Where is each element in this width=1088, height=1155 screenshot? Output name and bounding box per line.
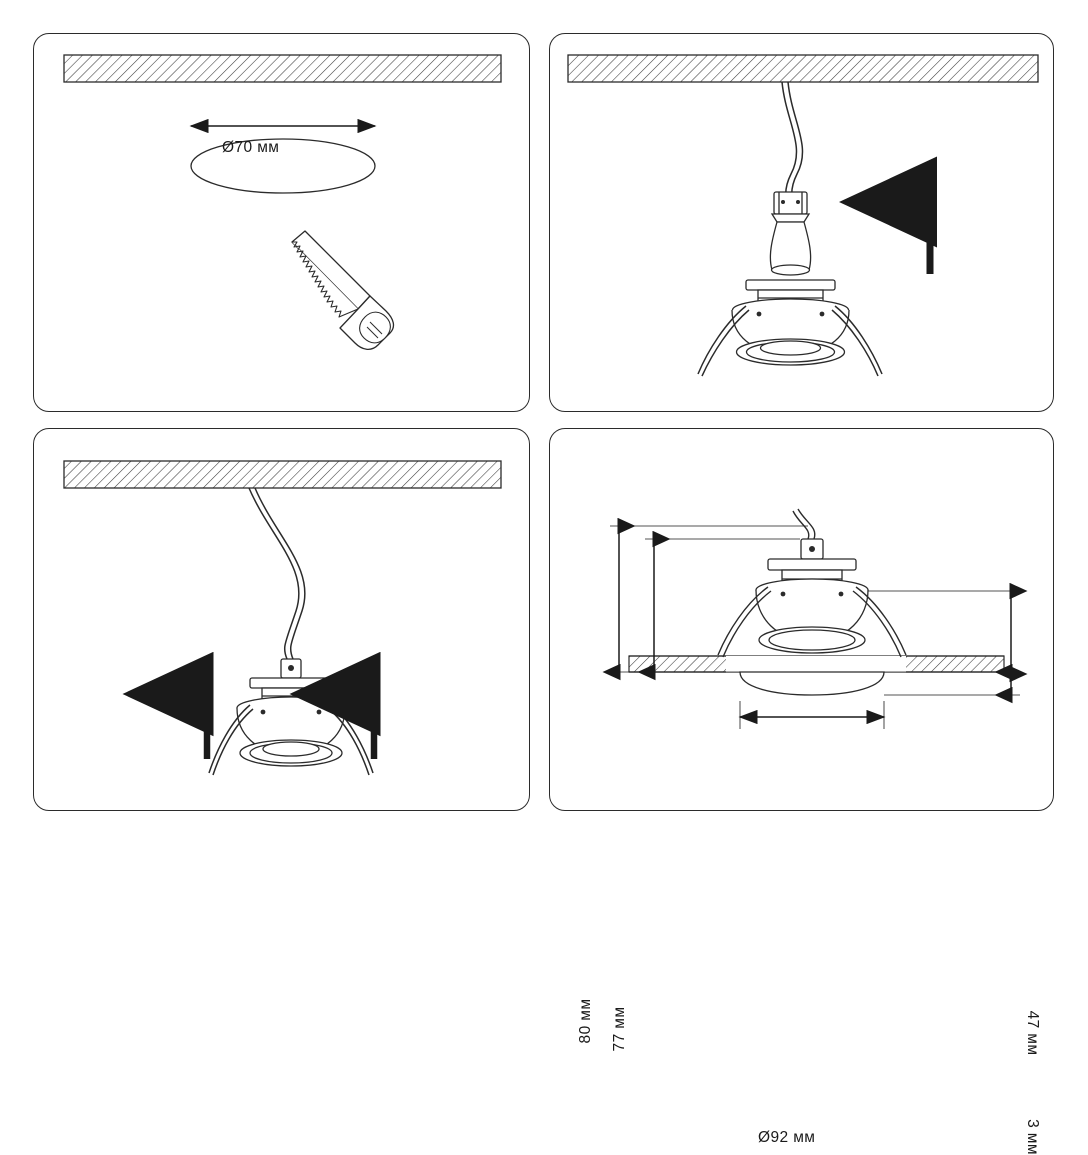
panel-step-1-drawing — [34, 34, 529, 411]
power-cable — [793, 509, 815, 539]
panel-step-3-drawing — [34, 429, 529, 810]
handsaw-icon — [292, 231, 393, 349]
hole-ellipse — [191, 139, 375, 193]
dimension-label-outer-diameter: Ø92 мм — [758, 1129, 816, 1146]
dimension-label-hole-diameter: Ø70 мм — [222, 139, 280, 156]
ceiling-hatch — [568, 55, 1038, 82]
dimension-label-body-height: 77 мм — [611, 1006, 628, 1052]
panel-step-4 — [549, 428, 1054, 1155]
panel-step-1 — [33, 33, 530, 412]
spring-clip-left — [209, 705, 253, 775]
dimension-label-recess-depth: 47 мм — [1024, 1010, 1041, 1056]
dimension-label-total-height: 80 мм — [577, 998, 594, 1044]
downlight-body — [740, 539, 884, 695]
ceiling-hatch — [64, 461, 501, 488]
panel-step-3 — [33, 428, 530, 811]
ceiling-hatch — [629, 656, 1004, 672]
spring-clip-right — [329, 705, 373, 775]
panel-step-2 — [549, 33, 1054, 412]
downlight-body — [732, 280, 849, 365]
panel-step-2-drawing — [550, 34, 1053, 411]
dimension-label-trim-thickness: 3 мм — [1024, 1119, 1041, 1155]
power-cable — [249, 488, 305, 659]
downlight-body — [237, 659, 345, 1153]
lamp-module — [770, 192, 810, 275]
panel-step-4-drawing — [550, 429, 1053, 810]
ceiling-hatch — [64, 55, 501, 82]
